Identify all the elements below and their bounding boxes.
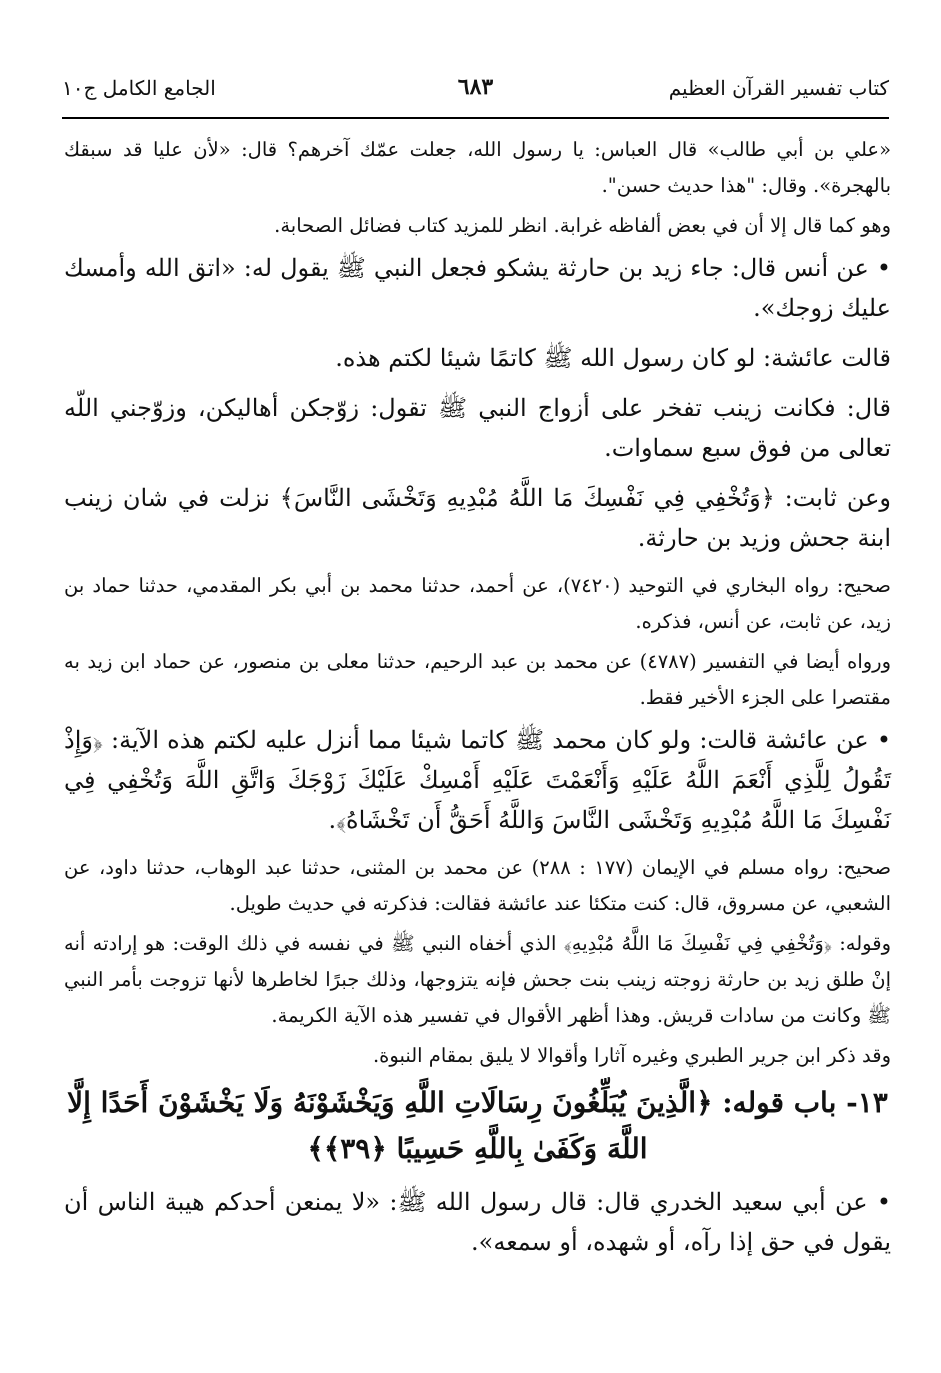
paragraph: «علي بن أبي طالب» قال العباس: يا رسول الله، جعلت عمّك آخرهم؟ قال: «لأن عليا قد سبقك بالهجرة». وقال: "هذا حديث حسن".	[64, 138, 891, 197]
book-title: كتاب تفسير القرآن العظيم	[668, 76, 889, 100]
chapter-heading: ١٣- باب قوله: ﴿الَّذِينَ يُبَلِّغُونَ رِسَالَاتِ اللَّهِ وَيَخْشَوْنَهُ وَلَا يَخْشَوْنَ أَحَدًا إِلَّا اللَّهَ وَكَفَىٰ بِاللَّهِ حَسِيبًا ﴿٣٩﴾﴾	[67, 1086, 888, 1165]
paragraph: وعن ثابت: ﴿وَتُخْفِي فِي نَفْسِكَ مَا اللَّهُ مُبْدِيهِ وَتَخْشَى النَّاسَ﴾ نزلت في شان زينب ابنة جحش وزيد بن حارثة.	[64, 484, 891, 552]
page-number: ٦٨٣	[457, 74, 494, 100]
paragraph: وهو كما قال إلا أن في بعض ألفاظه غرابة. انظر للمزيد كتاب فضائل الصحابة.	[274, 214, 891, 237]
takhrij-note: صحيح: رواه البخاري في التوحيد (٧٤٢٠)، عن أحمد، حدثنا محمد بن أبي بكر المقدمي، حدثنا حماد بن زيد، عن ثابت، عن أنس، فذكره.	[64, 574, 891, 633]
takhrij-note: صحيح: رواه مسلم في الإيمان (١٧٧ : ٢٨٨) عن محمد بن المثنى، حدثنا عبد الوهاب، حدثنا داود، عن الشعبي، عن مسروق، قال: كنت متكئا عند عائشة فقالت: فذكرته في حديث طويل.	[64, 856, 892, 915]
volume-label: الجامع الكامل ج١٠	[62, 76, 216, 100]
page-header	[62, 70, 889, 110]
paragraph: قال: فكانت زينب تفخر على أزواج النبي ﷺ تقول: زوّجكن أهاليكن، وزوّجني اللّه تعالى من فوق سبع سماوات.	[64, 394, 891, 462]
commentary-paragraph: وقوله: ﴿وَتُخْفِي فِي نَفْسِكَ مَا اللَّهُ مُبْدِيهِ﴾ الذي أخفاه النبي ﷺ في نفسه في ذلك الوقت: هو إرادته أنه إنْ طلق زيد بن حارثة زوجته زينب بنت جحش فإنه يتزوجها، وذلك جبرًا لخاطرها لأنها تزوجت بأمر النبي ﷺ وكانت من سادات قريش. وهذا أظهر الأقوال في تفسير هذه الآية الكريمة.	[64, 932, 891, 1027]
header-rule	[62, 117, 889, 119]
hadith-paragraph: • عن أبي سعيد الخدري قال: قال رسول الله ﷺ: «لا يمنعن أحدكم هيبة الناس أن يقول في حق إذا رآه، أو شهده، أو سمعه».	[64, 1188, 891, 1256]
hadith-paragraph: • عن أنس قال: جاء زيد بن حارثة يشكو فجعل النبي ﷺ يقول له: «اتق الله وأمسك عليك زوجك».	[64, 254, 891, 322]
hadith-paragraph: • عن عائشة قالت: ولو كان محمد ﷺ كاتما شيئا مما أنزل عليه لكتم هذه الآية: ﴿وَإِذْ تَقُولُ لِلَّذِي أَنْعَمَ اللَّهُ عَلَيْهِ وَأَنْعَمْتَ عَلَيْهِ أَمْسِكْ عَلَيْكَ زَوْجَكَ وَاتَّقِ اللَّهَ وَتُخْفِي فِي نَفْسِكَ مَا اللَّهُ مُبْدِيهِ وَتَخْشَى النَّاسَ وَاللَّهُ أَحَقُّ أَن تَخْشَاهُ﴾.	[64, 726, 891, 834]
page-body	[64, 132, 891, 1272]
commentary-paragraph: وقد ذكر ابن جرير الطبري وغيره آثارا وأقوالا لا يليق بمقام النبوة.	[372, 1044, 891, 1067]
paragraph: قالت عائشة: لو كان رسول الله ﷺ كاتمًا شيئا لكتم هذه.	[335, 344, 891, 372]
takhrij-note: ورواه أيضا في التفسير (٤٧٨٧) عن محمد بن عبد الرحيم، حدثنا معلى بن منصور، عن حماد ابن زيد به مقتصرا على الجزء الأخير فقط.	[64, 650, 891, 709]
